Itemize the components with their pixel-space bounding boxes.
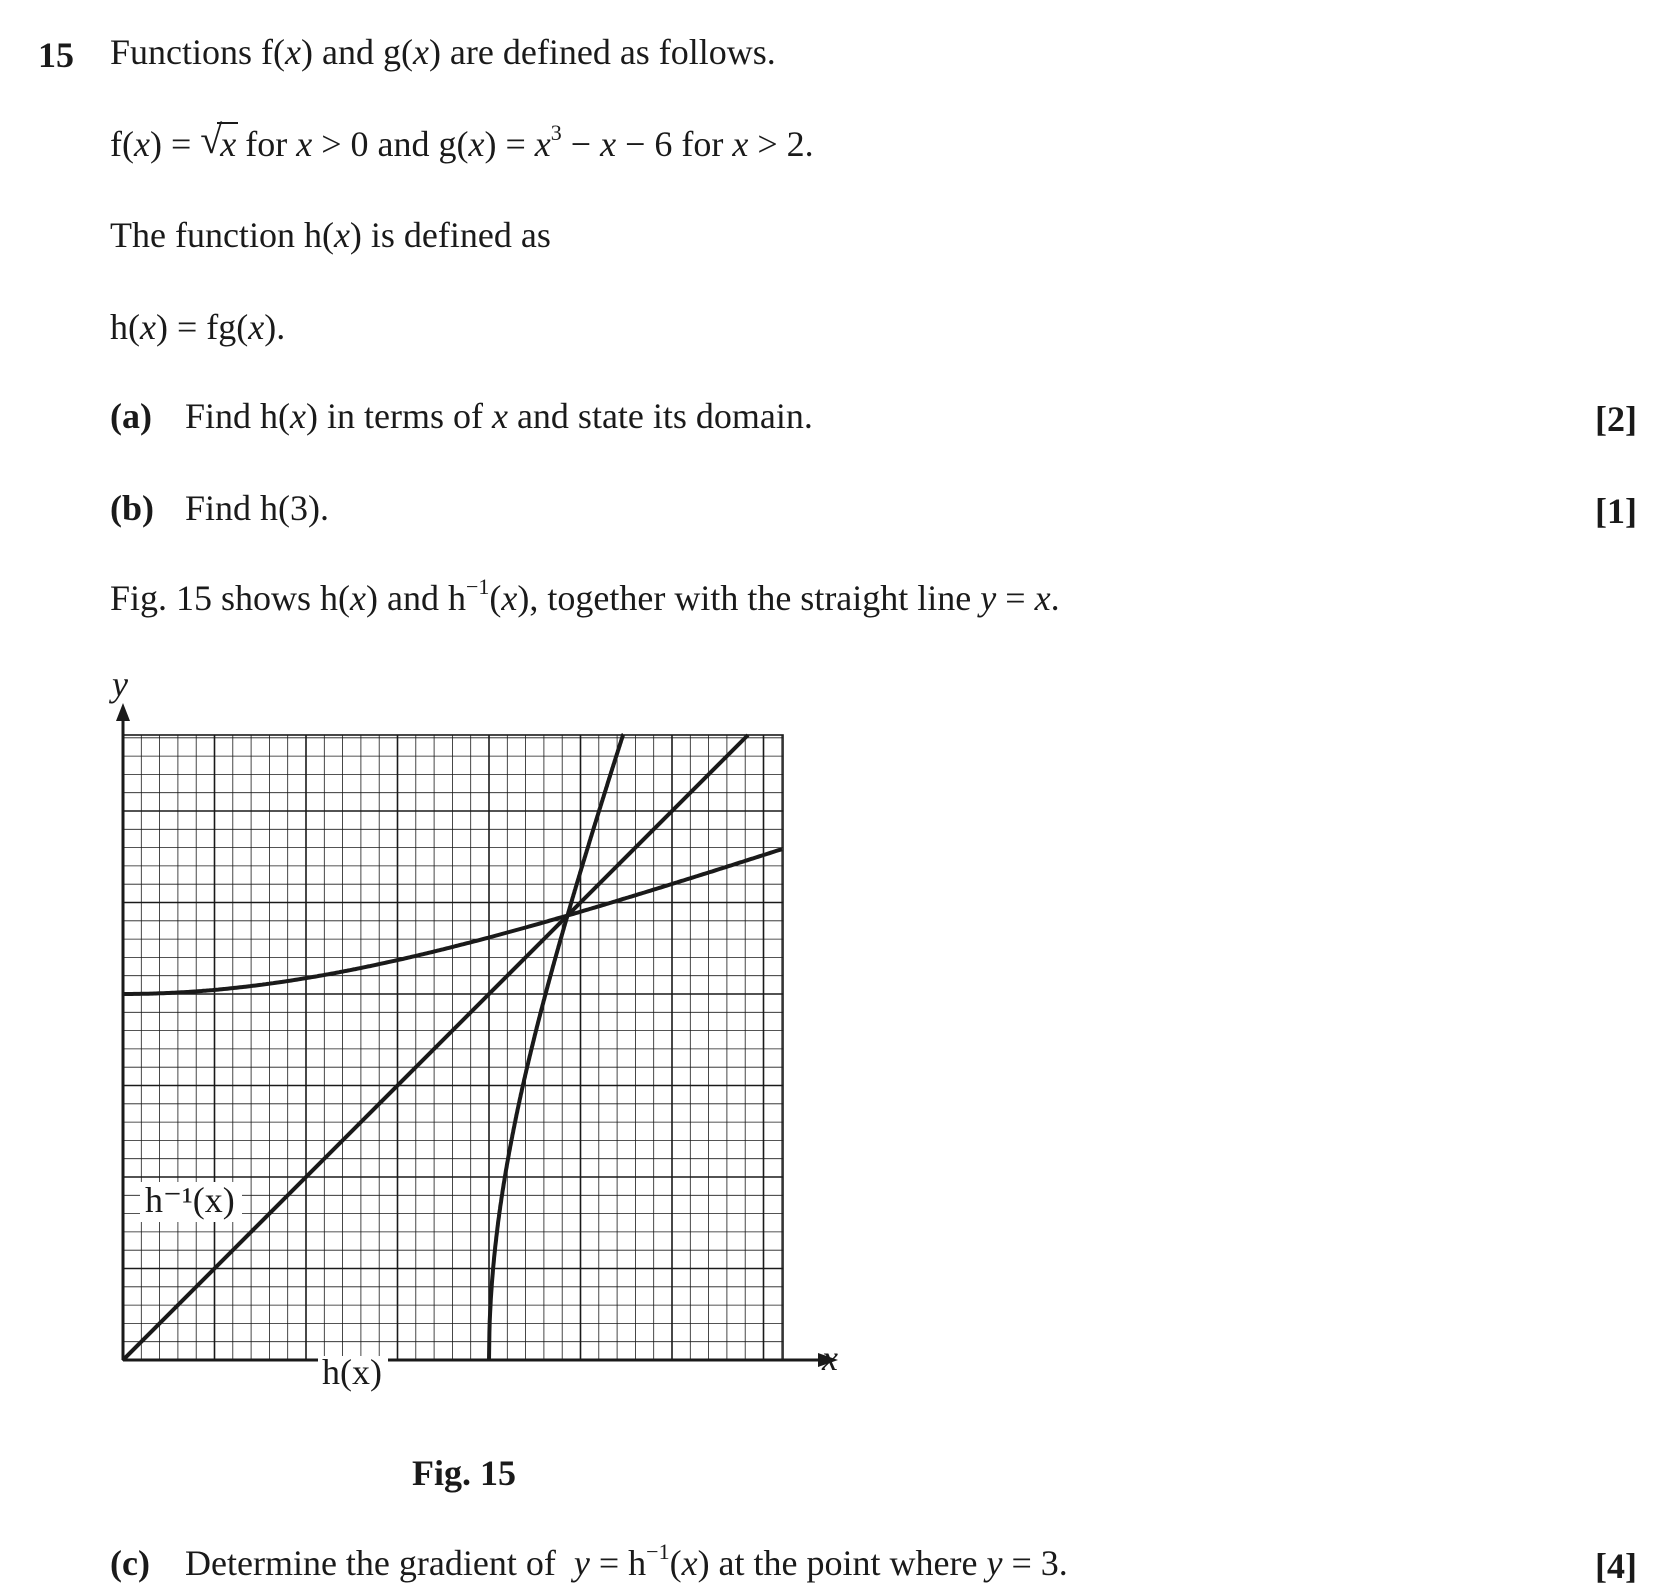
part-b-marks: [1]: [1595, 491, 1637, 531]
y-axis-label: y: [112, 664, 128, 704]
part-c-label: (c): [110, 1543, 150, 1583]
part-b-text: Find h(3).: [185, 488, 329, 528]
y-axis-arrow: [116, 703, 130, 721]
part-a-marks: [2]: [1595, 399, 1637, 439]
grid-lines: [123, 735, 783, 1360]
h-definition: h(x) = fg(x).: [110, 307, 286, 347]
curve-h: [489, 735, 623, 1360]
line-y-equals-x: [123, 735, 748, 1360]
part-a: (a) Find h(x) in terms of x and state its domain.: [110, 396, 813, 436]
h-intro: The function h(x) is defined as: [110, 215, 551, 255]
part-a-label: (a): [110, 396, 152, 436]
x-axis-label: x: [822, 1338, 838, 1378]
part-c: (c) Determine the gradient of $y = h^{-1}(x)$ at the point where y = 3.: [110, 1539, 1068, 1583]
axes: [116, 703, 838, 1367]
question-number: 15: [38, 35, 74, 75]
figure-caption: Fig. 15: [412, 1453, 516, 1493]
figure-intro: Fig. 15 shows h(x) and $h^{-1}(x)$, together with the straight line y = x.: [110, 574, 1060, 618]
part-c-marks: [4]: [1595, 1546, 1637, 1586]
grid-border: [123, 735, 783, 1360]
square-root-symbol: √ x: [200, 117, 237, 164]
label-h-inverse: h⁻¹(x): [145, 1180, 235, 1220]
graph-labels: [109, 664, 838, 1394]
question-intro: Functions f(x) and g(x) are defined as follows.: [110, 32, 776, 72]
function-definitions: f(x) = √ x for x > 0 and $g(x) = x^3 - x - 6$ for x > 2.: [110, 117, 814, 164]
label-h: h(x): [322, 1352, 382, 1392]
part-b-label: (b): [110, 488, 154, 528]
